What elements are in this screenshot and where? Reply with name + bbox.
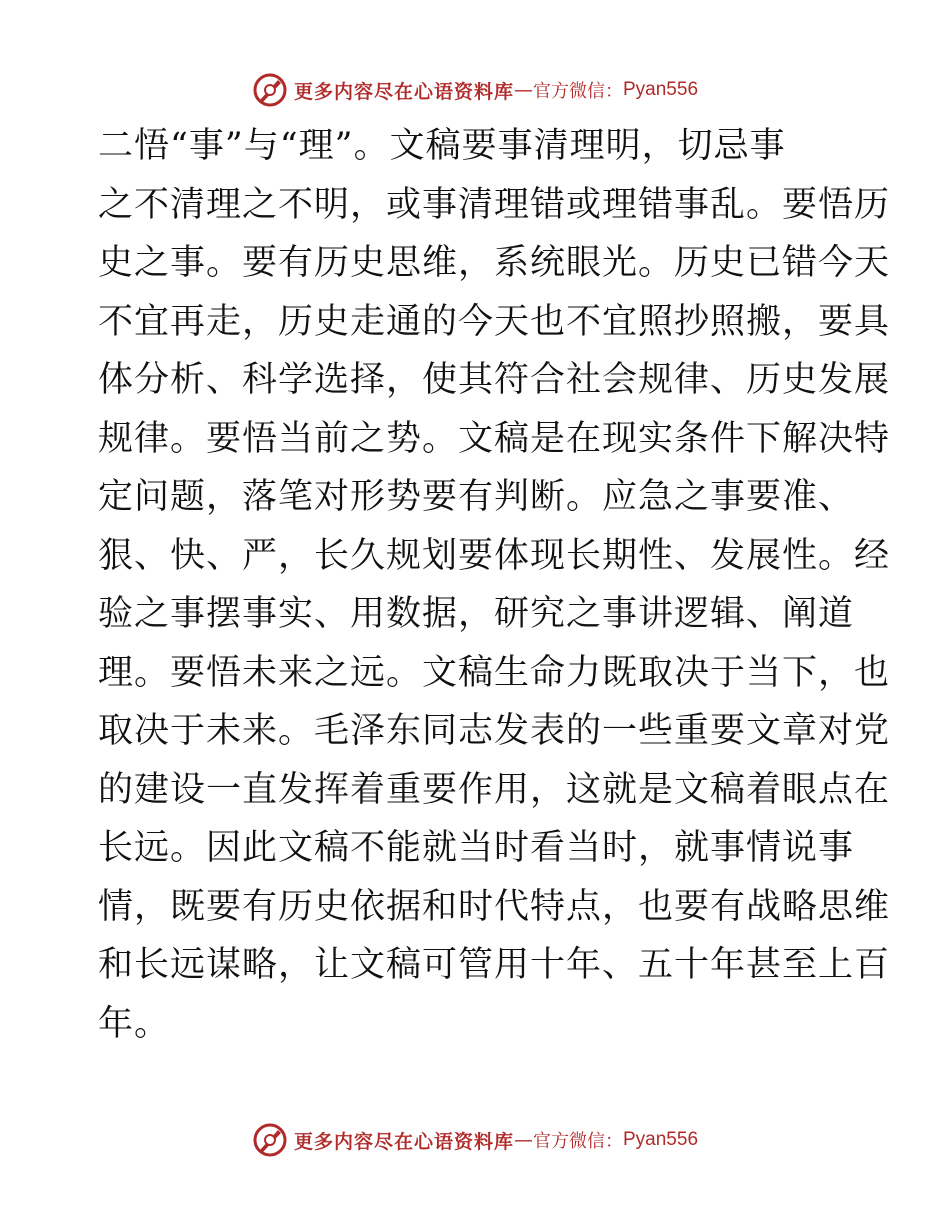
body-line: 和长远谋略，让文稿可管用十年、五十年甚至上百 [98,945,891,985]
body-line: 不宜再走，历史走通的今天也不宜照抄照搬，要具 [98,301,891,342]
body-line: 情，既要有历史依据和时代特点，也要有战略思维 [98,886,891,927]
body-line: 之不清理之不明，或事清理错或理错事乱。要悟历 [98,184,891,225]
body-line: 体分析、科学选择，使其符合社会规律、历史发展 [98,360,891,400]
quill-logo-icon [252,1122,288,1158]
body-line: 规律。要悟当前之势。文稿是在现实条件下解决特 [98,418,891,459]
banner-wechat-id: Pyan556 [623,1129,699,1150]
banner-sub-text: 官方微信： [533,1131,623,1152]
body-line: 狠、快、严，长久规划要体现长期性、发展性。经 [98,535,891,576]
footer-banner [0,1120,950,1160]
document-body [98,117,891,1053]
banner-sub-text: 官方微信： [533,81,623,102]
quill-logo-icon [252,72,288,108]
body-line: 二悟“事”与“理”。文稿要事清理明，切忌事 [98,126,786,166]
body-line: 史之事。要有历史思维，系统眼光。历史已错今天 [98,243,891,283]
body-line: 定问题，落笔对形势要有判断。应急之事要准、 [98,477,855,517]
body-line: 理。要悟未来之远。文稿生命力既取决于当下，也 [98,652,891,693]
banner-dash: — [514,1129,533,1151]
banner-wechat-id: Pyan556 [623,79,699,100]
header-banner [0,70,950,110]
banner-main-text: 更多内容尽在心语资料库 [293,80,514,103]
body-line: 取决于未来。毛泽东同志发表的一些重要文章对党 [98,711,891,751]
body-line: 年。 [98,1003,171,1044]
body-line: 的建设一直发挥着重要作用，这就是文稿着眼点在 [98,769,891,810]
body-line: 验之事摆事实、用数据，研究之事讲逻辑、阐道 [98,594,855,634]
banner-main-text: 更多内容尽在心语资料库 [293,1130,514,1153]
banner-dash: — [514,79,533,101]
body-line: 长远。因此文稿不能就当时看当时，就事情说事 [98,828,855,868]
